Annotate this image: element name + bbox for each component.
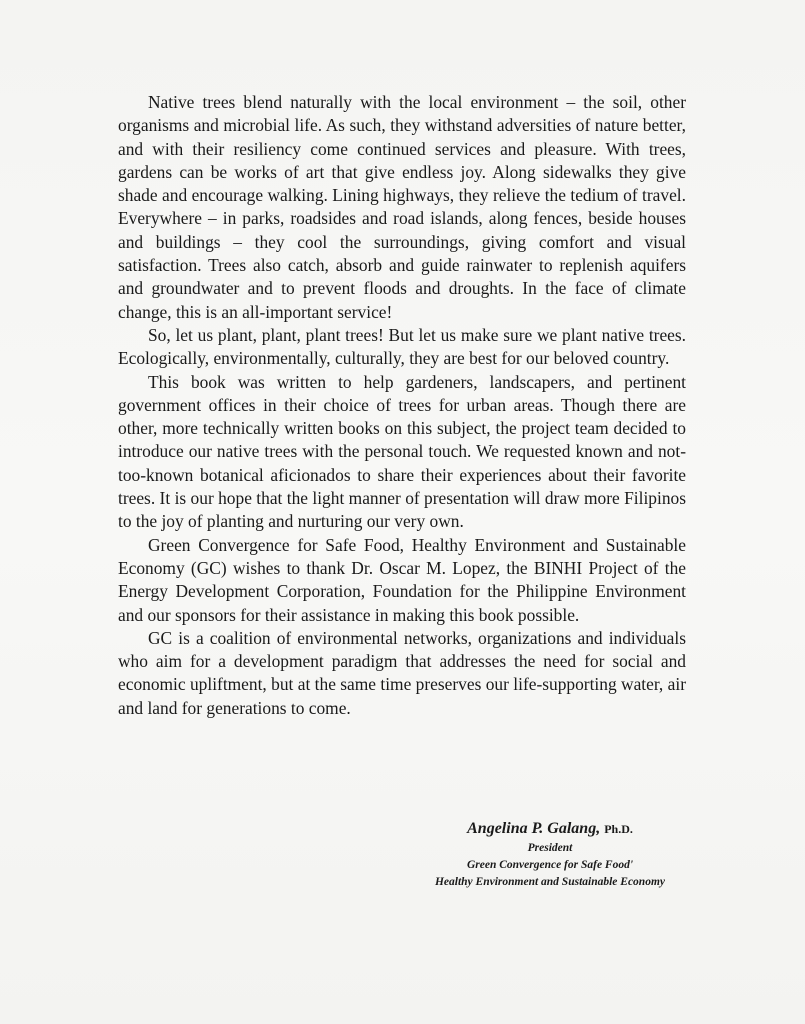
signatory-title: President: [527, 842, 573, 854]
paragraph-plant-trees: So, let us plant, plant, plant trees! But let us make sure we plant native trees. Ecologically, environmentally, culturally, they are best for our beloved country.: [118, 324, 686, 369]
signatory-credential: Ph.D.: [604, 822, 633, 836]
organization-line-2: Healthy Environment and Sustainable Economy: [434, 876, 666, 888]
signatory-name-line: [400, 818, 700, 840]
body-text: [118, 91, 686, 720]
paragraph-acknowledgements: Green Convergence for Safe Food, Healthy Environment and Sustainable Economy (GC) wishes to thank Dr. Oscar M. Lopez, the BINHI Project of the Energy Development Corporation, Foundation for the Philippine Environment and our sponsors for their assistance in making this book possible.: [118, 534, 686, 625]
signature-block: [400, 818, 700, 891]
paragraph-gc-coalition: GC is a coalition of environmental networks, organizations and individuals who aim for a development paradigm that addresses the need for social and economic upliftment, but at the same time preserves our life-supporting water, air and land for generations to come.: [118, 627, 686, 718]
paragraph-native-trees: Native trees blend naturally with the local environment – the soil, other organisms and microbial life. As such, they withstand adversities of nature better, and with their resiliency come continued services and pleasure. With trees, gardens can be works of art that give endless joy. Along sidewalks they give shade and encourage walking. Lining highways, they relieve the tedium of travel. Everywhere – in parks, roadsides and road islands, along fences, beside houses and buildings – they cool the surroundings, giving comfort and visual satisfaction. Trees also catch, absorb and guide rainwater to replenish aquifers and groundwater and to prevent floods and droughts. In the face of climate change, this is an all-important service!: [118, 92, 686, 322]
organization-line-1: Green Convergence for Safe Food': [466, 859, 634, 871]
signatory-name: Angelina P. Galang,: [467, 820, 601, 837]
paragraph-book-purpose: This book was written to help gardeners, landscapers, and pertinent government offices in their choice of trees for urban areas. Though there are other, more technically written books on this subject, the project team decided to introduce our native trees with the personal touch. We requested known and not-too-known botanical aficionados to share their experiences about their favorite trees. It is our hope that the light manner of presentation will draw more Filipinos to the joy of planting and nurturing our very own.: [118, 371, 686, 532]
